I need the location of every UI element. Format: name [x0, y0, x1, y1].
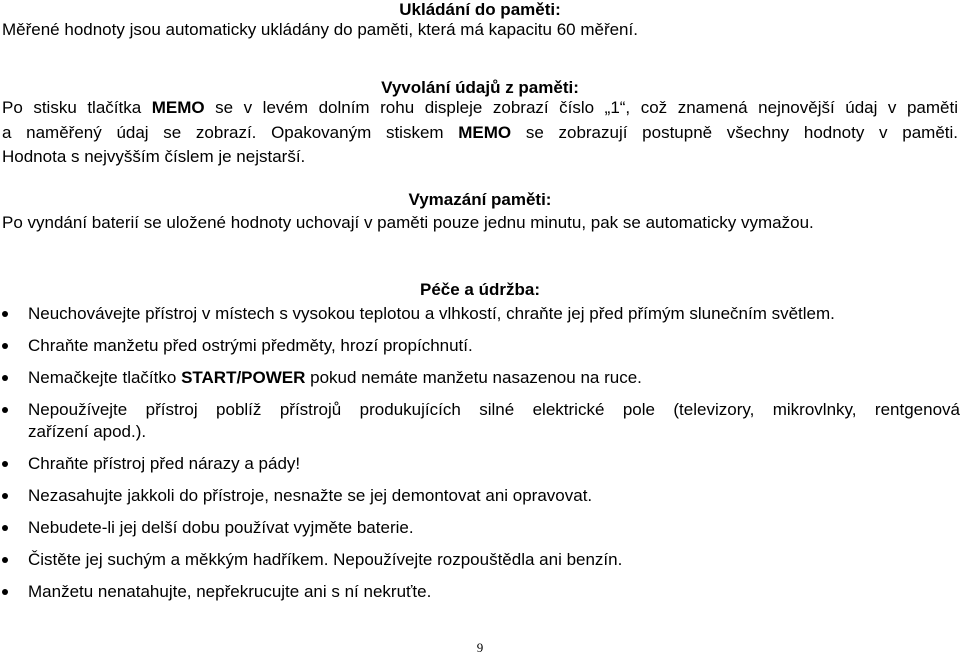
memo-label: MEMO [151, 98, 205, 117]
care-item: Neuchovávejte přístroj v místech s vysokou teplotou a vlhkostí, chraňte jej před přímým slunečním světlem. [28, 304, 835, 323]
erase-text: Po vyndání baterií se uložené hodnoty uchovají v paměti pouze jednu minutu, pak se automaticky vymažou. [2, 213, 814, 232]
bullet-icon [2, 375, 8, 381]
care-item-start-power [28, 368, 642, 388]
care-item: Nezasahujte jakkoli do přístroje, nesnažte se jej demontovat ani opravovat. [28, 486, 593, 505]
recall-line-2 [2, 123, 958, 143]
recall-line-2-part-b: se zobrazují postupně všechny hodnoty v paměti. [511, 123, 958, 142]
bullet-icon [2, 557, 8, 563]
care-item-start-before: Nemačkejte tlačítko [28, 368, 182, 387]
bullet-icon [2, 311, 8, 317]
care-item: Chraňte manžetu před ostrými předměty, hrozí propíchnutí. [28, 336, 473, 355]
bullet-icon [2, 461, 8, 467]
care-item-line-1: Nepoužívejte přístroj poblíž přístrojů produkujících silné elektrické pole (televizory, mikrovlnky, rentgenová [28, 400, 960, 419]
bullet-icon [2, 493, 8, 499]
page-number: 9 [476, 640, 484, 655]
start-power-label: START/POWER [181, 368, 306, 387]
care-item: Chraňte přístroj před nárazy a pády! [28, 454, 301, 473]
recall-line-1-part-a: Po stisku tlačítka [2, 98, 152, 117]
save-text: Měřené hodnoty jsou automaticky ukládány do paměti, která má kapacitu 60 měření. [2, 20, 638, 39]
recall-line-3: Hodnota s nejvyšším číslem je nejstarší. [2, 147, 306, 166]
care-item-start-after: pokud nemáte manžetu nasazenou na ruce. [305, 368, 642, 387]
care-item-line-2: zařízení apod.). [28, 422, 147, 441]
recall-line-1 [2, 98, 958, 118]
memo-label: MEMO [458, 123, 512, 142]
recall-line-1-part-b: se v levém dolním rohu displeje zobrazí číslo „1“, což znamená nejnovější údaj v paměti [204, 98, 958, 117]
bullet-icon [2, 589, 8, 595]
bullet-icon [2, 407, 8, 413]
bullet-icon [2, 525, 8, 531]
bullet-icon [2, 343, 8, 349]
erase-heading: Vymazání paměti: [408, 190, 552, 209]
recall-heading: Vyvolání údajů z paměti: [381, 78, 579, 97]
care-heading: Péče a údržba: [420, 280, 540, 299]
care-item: Manžetu nenatahujte, nepřekrucujte ani s ní nekruťte. [28, 582, 432, 601]
care-item: Nebudete-li jej delší dobu používat vyjměte baterie. [28, 518, 414, 537]
save-heading: Ukládání do paměti: [399, 0, 561, 19]
care-item: Čistěte jej suchým a měkkým hadříkem. Nepoužívejte rozpouštědla ani benzín. [28, 550, 623, 569]
recall-line-2-part-a: a naměřený údaj se zobrazí. Opakovaným stiskem [2, 123, 459, 142]
